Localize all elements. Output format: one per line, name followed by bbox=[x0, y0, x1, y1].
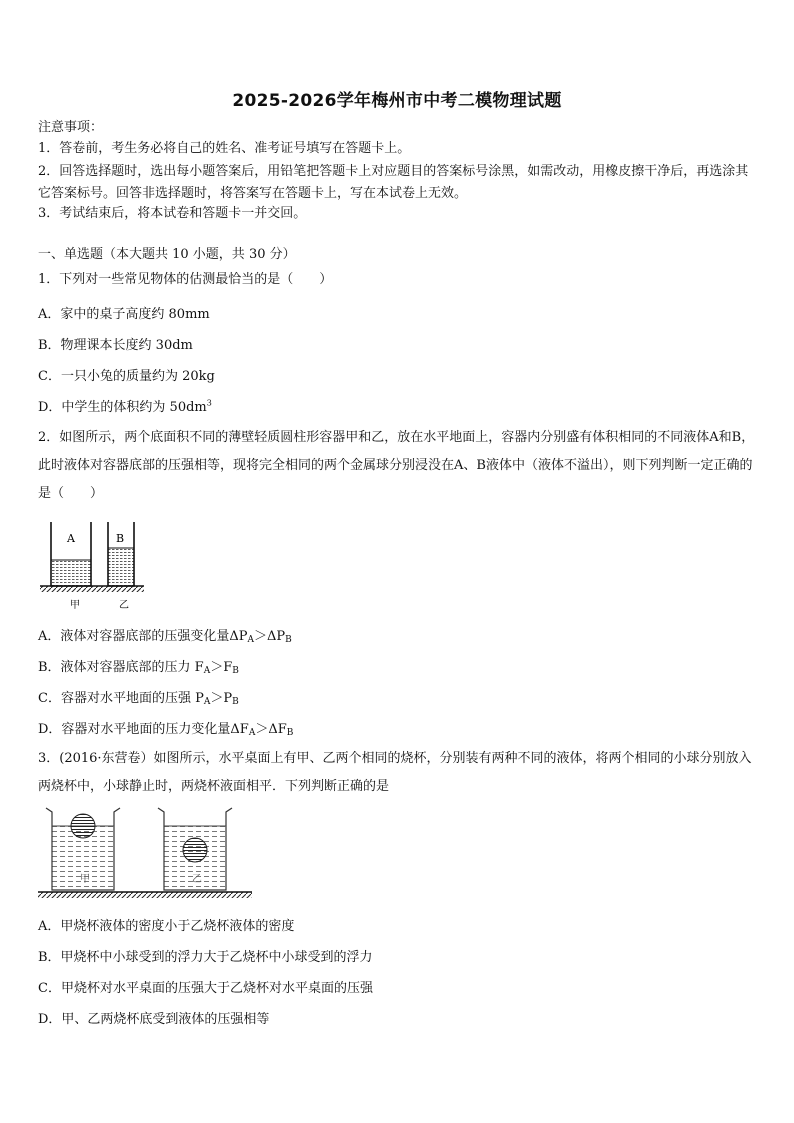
q2-label-jia: 甲 bbox=[70, 600, 80, 611]
q2-label-b: B bbox=[116, 532, 125, 545]
q1-option-c: C．一只小兔的质量约为 20kg bbox=[38, 369, 215, 384]
q2-option-d-sub1: A bbox=[248, 728, 256, 738]
q2-stem: 2．如图所示，两个底面积不同的薄壁轻质圆柱形容器甲和乙，放在水平地面上，容器内分别盛有体积相同的不同液体A和B，此时液体对容器底部的压强相等，现将完全相同的两个金属球分别浸没在A、B液体中（液体不溢出），则下列判断一定正确的是（ ） bbox=[38, 430, 755, 501]
q2-liquid-a bbox=[51, 560, 91, 586]
q1-option-b: B．物理课本长度约 30dm bbox=[38, 338, 193, 353]
q3-ball-yi bbox=[183, 838, 207, 862]
q2-option-b-sub2: B bbox=[232, 666, 239, 676]
q2-option-c bbox=[38, 687, 239, 707]
q3-option-a: A．甲烧杯液体的密度小于乙烧杯液体的密度 bbox=[38, 919, 295, 934]
q2-option-c-mid: ＞P bbox=[210, 691, 233, 706]
q3-stem: 3．(2016·东营卷）如图所示，水平桌面上有甲、乙两个相同的烧杯，分别装有两种不同的液体，将两个相同的小球分别放入两烧杯中，小球静止时，两烧杯液面相平．下列判断正确的是 bbox=[38, 751, 752, 794]
q2-option-c-sub2: B bbox=[232, 697, 239, 707]
q1-option-d-text: D．中学生的体积约为 50dm bbox=[38, 400, 207, 415]
q3-ball-jia bbox=[71, 814, 95, 838]
q2-option-d-sub2: B bbox=[286, 728, 294, 738]
q1-option-d bbox=[38, 396, 212, 415]
q1-option-a: A．家中的桌子高度约 80mm bbox=[38, 307, 210, 322]
q3-option-b: B．甲烧杯中小球受到的浮力大于乙烧杯中小球受到的浮力 bbox=[38, 950, 373, 965]
q1-stem: 1．下列对一些常见物体的估测最恰当的是（ ） bbox=[38, 272, 333, 287]
q2-option-c-sub1: A bbox=[203, 697, 211, 707]
q3-table-hatch bbox=[38, 892, 252, 898]
section-heading: 一、单选题（本大题共 10 小题，共 30 分） bbox=[38, 247, 296, 262]
q2-figure bbox=[36, 518, 146, 614]
q3-option-c: C．甲烧杯对水平桌面的压强大于乙烧杯对水平桌面的压强 bbox=[38, 981, 373, 996]
q3-figure bbox=[36, 804, 256, 904]
notice-item-2: 2．回答选择题时，选出每小题答案后，用铅笔把答题卡上对应题目的答案标号涂黑，如需改动，用橡皮擦干净后，再选涂其它答案标号。回答非选择题时，将答案写在答题卡上，写在本试卷上无效。 bbox=[38, 164, 749, 201]
q2-option-d-mid: ＞ΔF bbox=[255, 722, 287, 737]
q2-option-d-text: D．容器对水平地面的压力变化量ΔF bbox=[38, 722, 249, 737]
q2-option-a-mid: ＞ΔP bbox=[254, 629, 286, 644]
q2-option-c-text: C．容器对水平地面的压强 P bbox=[38, 691, 204, 706]
notice-item-1: 1．答卷前，考生务必将自己的姓名、准考证号填写在答题卡上。 bbox=[38, 141, 411, 156]
q2-option-a-sub2: B bbox=[285, 635, 292, 645]
q2-option-d bbox=[38, 718, 293, 738]
q2-option-b-sub1: A bbox=[203, 666, 211, 676]
q2-option-b bbox=[38, 656, 239, 676]
q2-option-b-mid: ＞F bbox=[210, 660, 233, 675]
q2-liquid-b bbox=[108, 548, 134, 586]
q2-option-a bbox=[38, 625, 292, 645]
q2-option-b-text: B．液体对容器底部的压力 F bbox=[38, 660, 204, 675]
q3-label-yi: 乙 bbox=[192, 874, 202, 885]
q2-label-a: A bbox=[67, 532, 75, 545]
q1-option-d-sup: 3 bbox=[206, 398, 212, 408]
q2-ground-hatch bbox=[40, 586, 144, 592]
notice-item-3: 3．考试结束后，将本试卷和答题卡一并交回。 bbox=[38, 206, 307, 221]
q2-label-yi: 乙 bbox=[119, 600, 129, 611]
q2-option-a-text: A．液体对容器底部的压强变化量ΔP bbox=[38, 629, 248, 644]
page-title: 2025-2026学年梅州市中考二模物理试题 bbox=[232, 91, 562, 111]
q3-label-jia: 甲 bbox=[80, 874, 90, 885]
q2-option-a-sub1: A bbox=[247, 635, 255, 645]
notice-heading: 注意事项： bbox=[38, 120, 104, 135]
q3-option-d: D．甲、乙两烧杯底受到液体的压强相等 bbox=[38, 1012, 270, 1027]
